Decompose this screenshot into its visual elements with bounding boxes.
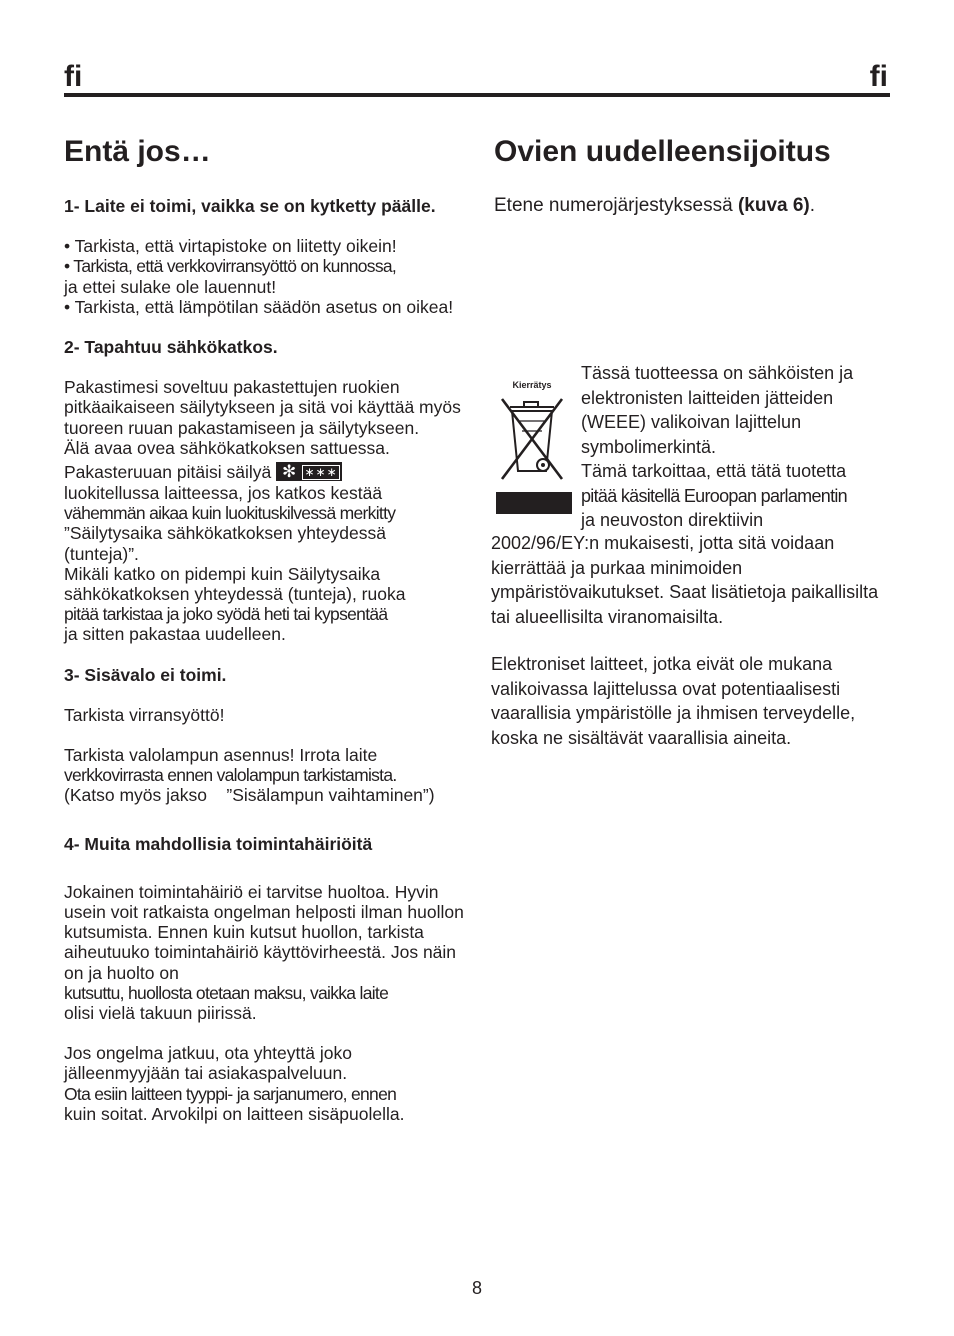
section-1-line-1: • Tarkista, että virtapistoke on liitetty oikein!	[64, 236, 397, 257]
instruction-figure-ref: (kuva 6)	[737, 195, 810, 216]
instruction-period: .	[809, 195, 816, 216]
section-3-paragraph-2-a: Tarkista valolampun asennus! Irrota laite	[64, 744, 378, 765]
weee-text-continued	[491, 531, 901, 629]
left-column	[64, 196, 464, 1124]
section-4-paragraph-1-a: Jokainen toimintahäiriö ei tarvitse huoltoa. Hyvin usein voit ratkaista ongelman helposti ilman huollon kutsumista. Ennen kuin kutsut huollon, tarkista aiheutuuko toimintahäiriö käyttövirheestä. Jos näin on ja huolto on	[64, 881, 464, 983]
section-4-paragraph-2-c: kuin soitat. Arvokilpi on laitteen sisäpuolella.	[64, 1103, 405, 1124]
section-2-heading: 2- Tapahtuu sähkökatkos.	[64, 337, 278, 358]
section-4-heading: 4- Muita mahdollisia toimintahäiriöitä	[64, 833, 373, 854]
section-1-line-2: • Tarkista, että verkkovirransyöttö on kunnossa,	[64, 256, 397, 277]
weee-recycling-icon	[496, 379, 572, 519]
section-2-paragraph-1: Pakastimesi soveltuu pakastettujen ruokien pitkäaikaiseen säilytykseen ja sitä voi käyttää myös tuoreen ruuan pakastamiseen ja säilytykseen.	[64, 377, 461, 438]
weee-paragraph-3: 2002/96/EY:n mukaisesti, jotta sitä voidaan kierrättää ja purkaa minimoiden ympäristövaikutukset. Saat lisätietoja paikallisilta tai alueellisilta viranomaisilta.	[491, 533, 879, 627]
right-intro	[494, 194, 894, 218]
weee-paragraph-2-c: ja neuvoston direktiivin	[581, 510, 764, 530]
weee-black-bar	[496, 492, 572, 514]
right-section-title: Ovien uudelleensijoitus	[494, 135, 831, 168]
instruction-text: Etene numerojärjestyksessä	[494, 195, 738, 216]
section-2-paragraph-4-c: ja sitten pakastaa uudelleen.	[64, 624, 286, 645]
weee-paragraph-2-b: pitää käsitellä Euroopan parlamentin	[581, 485, 847, 506]
freezer-star-rating-icon	[276, 462, 342, 481]
freezer-big-star-icon: ✻	[281, 461, 297, 481]
language-marker-right: fi	[869, 60, 888, 93]
section-3-paragraph-2-b: verkkovirrasta ennen valolampun tarkistamista.	[64, 765, 397, 786]
section-1-line-4: • Tarkista, että lämpötilan säädön asetus on oikea!	[64, 296, 454, 317]
section-2-paragraph-2: Älä avaa ovea sähkökatkoksen sattuessa.	[64, 437, 390, 458]
section-2-paragraph-3-line-4: ”Säilytysaika sähkökatkoksen yhteydessä (tunteja)”.	[64, 523, 386, 564]
section-2-paragraph-3-line-2: luokitellussa laitteessa, jos katkos kestää	[64, 482, 383, 503]
section-2-paragraph-4-a: Mikäli katko on pidempi kuin Säilytysaika sähkökatkoksen yhteydessä (tunteja), ruoka	[64, 563, 406, 604]
section-2-paragraph-3	[64, 462, 464, 564]
weee-paragraph-1: Tässä tuotteessa on sähköisten ja elektronisten laitteiden jätteiden (WEEE) valikoivan lajittelun symbolimerkintä.	[581, 363, 854, 457]
section-3-paragraph-2-c: (Katso myös jakso ”Sisälampun vaihtaminen”)	[64, 785, 435, 806]
section-1-heading: 1- Laite ei toimi, vaikka se on kytketty päälle.	[64, 196, 436, 216]
section-2-paragraph-3-line-3: vähemmän aikaa kuin luokituskilvessä merkitty	[64, 503, 396, 524]
page-number: 8	[471, 1278, 482, 1298]
freezer-small-stars-icon: ∗∗∗	[302, 465, 340, 480]
weee-paragraph-4: Elektroniset laitteet, jotka eivät ole mukana valikoivassa lajittelussa ovat potentiaalisesti vaarallisia ympäristölle ja ihmisen terveydelle, koska ne sisältävät vaarallisia aineita.	[491, 654, 856, 748]
section-1-line-3: ja ettei sulake ole lauennut!	[64, 276, 277, 297]
left-section-title: Entä jos…	[64, 135, 211, 168]
section-2-paragraph-4	[64, 564, 464, 645]
section-3-paragraph-1: Tarkista virransyöttö!	[64, 704, 225, 725]
header-rule	[64, 93, 890, 97]
section-2-paragraph-4-b: pitää tarkistaa ja joko syödä heti tai kypsentää	[64, 604, 388, 625]
section-3-paragraph-2	[64, 745, 464, 806]
weee-label: Kierrätys	[512, 380, 552, 390]
section-2-paragraph-3-start: Pakasteruuan pitäisi säilyä	[64, 462, 272, 483]
door-reversal-instruction	[494, 194, 894, 218]
weee-paragraph-2-a: Tämä tarkoittaa, että tätä tuotetta	[581, 461, 847, 481]
weee-hazard-text	[491, 652, 901, 750]
section-4-paragraph-2-a: Jos ongelma jatkuu, ota yhteyttä joko jälleenmyyjään tai asiakaspalveluun.	[64, 1043, 352, 1084]
section-4-paragraph-1-b: kutsuttu, huollosta otetaan maksu, vaikka laite	[64, 982, 389, 1003]
crossed-bin-icon	[496, 379, 572, 519]
language-marker-left: fi	[64, 60, 83, 93]
section-4-paragraph-1-c: olisi vielä takuun piirissä.	[64, 1002, 257, 1023]
section-4-paragraph-1	[64, 882, 464, 1023]
section-4-paragraph-2-b: Ota esiin laitteen tyyppi- ja sarjanumero, ennen	[64, 1083, 397, 1104]
weee-text-beside-icon	[581, 361, 901, 533]
section-4-paragraph-2	[64, 1043, 464, 1124]
section-3-heading: 3- Sisävalo ei toimi.	[64, 664, 227, 685]
